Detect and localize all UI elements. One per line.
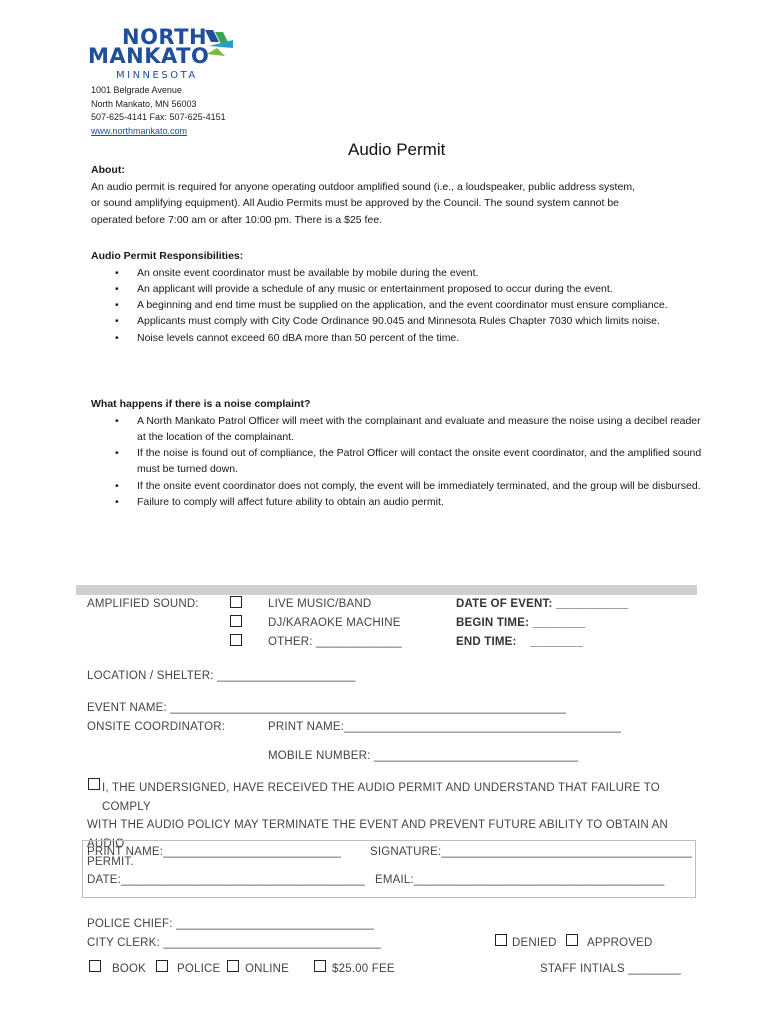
- city-logo: [88, 26, 238, 86]
- address-city: North Mankato, MN 56003: [91, 98, 197, 109]
- date-of-event-field[interactable]: DATE OF EVENT: ___________: [456, 598, 629, 610]
- list-item: • Failure to comply will affect future ability to obtain an audio permit.: [115, 495, 444, 508]
- list-item: • A beginning and end time must be supplied on the application, and the event coordinator must ensure compliance.: [115, 299, 668, 312]
- denied-checkbox[interactable]: [495, 934, 507, 946]
- responsibilities-section: [91, 248, 705, 346]
- live-music-label: LIVE MUSIC/BAND: [268, 598, 372, 610]
- coordinator-print-name-field[interactable]: PRINT NAME:__________________________________________: [268, 721, 622, 733]
- book-label: BOOK: [112, 963, 147, 975]
- list-item: • A North Mankato Patrol Officer will meet with the complainant and evaluate and measure the noise using a decibel reader at the location of the complainant.: [115, 414, 701, 443]
- online-checkbox[interactable]: [227, 960, 239, 972]
- logo-arrow-icon: [203, 28, 235, 58]
- about-heading: About:: [91, 164, 125, 176]
- fee-checkbox[interactable]: [314, 960, 326, 972]
- dj-karaoke-checkbox[interactable]: [230, 615, 242, 627]
- ack-line-2: WITH THE AUDIO POLICY MAY TERMINATE THE EVENT AND PREVENT FUTURE ABILITY TO OBTAIN AN AUDIO: [87, 819, 669, 850]
- ack-line-1: I, THE UNDERSIGNED, HAVE RECEIVED THE AUDIO PERMIT AND UNDERSTAND THAT FAILURE TO COMPLY: [102, 782, 660, 813]
- approved-label: APPROVED: [587, 937, 653, 949]
- date-field[interactable]: DATE:_____________________________________: [87, 874, 366, 886]
- complaint-section: [91, 396, 705, 510]
- list-item: • Noise levels cannot exceed 60 dBA more than 50 percent of the time.: [115, 331, 460, 344]
- fee-label: $25.00 FEE: [332, 963, 395, 975]
- other-field[interactable]: OTHER: _____________: [268, 636, 402, 648]
- signer-print-name-field[interactable]: PRINT NAME:___________________________: [87, 846, 342, 858]
- onsite-coordinator-label: ONSITE COORDINATOR:: [87, 721, 226, 733]
- page-title: Audio Permit: [348, 140, 446, 159]
- police-checkbox[interactable]: [156, 960, 168, 972]
- begin-time-field[interactable]: BEGIN TIME: ________: [456, 617, 586, 629]
- mobile-number-field[interactable]: MOBILE NUMBER: _______________________________: [268, 750, 579, 762]
- complaint-heading: What happens if there is a noise complaint?: [91, 398, 311, 410]
- amplified-sound-label: AMPLIFIED SOUND:: [87, 598, 199, 610]
- about-line-2: or sound amplifying equipment). All Audio Permits must be approved by the Council. The sound system cannot be: [91, 197, 620, 209]
- list-item: • An onsite event coordinator must be available by mobile during the event.: [115, 266, 479, 279]
- denied-label: DENIED: [512, 937, 557, 949]
- list-item: • Applicants must comply with City Code Ordinance 90.045 and Minnesota Rules Chapter 7030 which limits noise.: [115, 315, 660, 328]
- responsibilities-list: [91, 265, 705, 346]
- address-phone: 507-625-4141 Fax: 507-625-4151: [91, 112, 226, 122]
- online-label: ONLINE: [245, 963, 290, 975]
- about-section: [91, 162, 711, 228]
- about-line-3: operated before 7:00 am or after 10:00 pm. There is a $25 fee.: [91, 213, 383, 226]
- complaint-list: [91, 413, 705, 511]
- ack-line-3: PERMIT.: [87, 856, 134, 868]
- other-checkbox[interactable]: [230, 634, 242, 646]
- list-item: • An applicant will provide a schedule of any music or entertainment proposed to occur during the event.: [115, 282, 613, 295]
- city-clerk-field[interactable]: CITY CLERK: _________________________________: [87, 937, 381, 949]
- police-label: POLICE: [177, 963, 221, 975]
- location-field[interactable]: LOCATION / SHELTER: _____________________: [87, 670, 356, 682]
- list-item: • If the noise is found out of compliance, the Patrol Officer will contact the onsite event coordinator, and the amplified sound must be turned down.: [115, 447, 702, 476]
- email-field[interactable]: EMAIL:______________________________________: [375, 874, 665, 886]
- signature-field[interactable]: SIGNATURE:______________________________________: [370, 846, 693, 858]
- dj-karaoke-label: DJ/KARAOKE MACHINE: [268, 617, 401, 629]
- logo-line-mankato: MANKATO: [88, 44, 210, 68]
- end-time-field[interactable]: END TIME: ________: [456, 636, 583, 648]
- about-line-1: An audio permit is required for anyone operating outdoor amplified sound (i.e., a loudspeaker, public address system,: [91, 180, 635, 193]
- website-link[interactable]: www.northmankato.com: [91, 125, 188, 136]
- police-chief-field[interactable]: POLICE CHIEF: ______________________________: [87, 918, 374, 930]
- address-street: 1001 Belgrade Avenue: [91, 85, 182, 95]
- responsibilities-heading: Audio Permit Responsibilities:: [91, 250, 244, 262]
- address-block: [91, 84, 226, 138]
- book-checkbox[interactable]: [89, 960, 101, 972]
- logo-line-north: NORTH: [122, 25, 208, 49]
- list-item: • If the onsite event coordinator does not comply, the event will be immediately terminated, and the group will be disbursed.: [115, 479, 701, 492]
- form-divider: [76, 585, 697, 595]
- logo-line-minnesota: MINNESOTA: [116, 70, 198, 81]
- approved-checkbox[interactable]: [566, 934, 578, 946]
- event-name-field[interactable]: EVENT NAME: ____________________________________________________________: [87, 702, 567, 714]
- live-music-checkbox[interactable]: [230, 596, 242, 608]
- staff-initials-field[interactable]: STAFF INTIALS ________: [540, 963, 681, 975]
